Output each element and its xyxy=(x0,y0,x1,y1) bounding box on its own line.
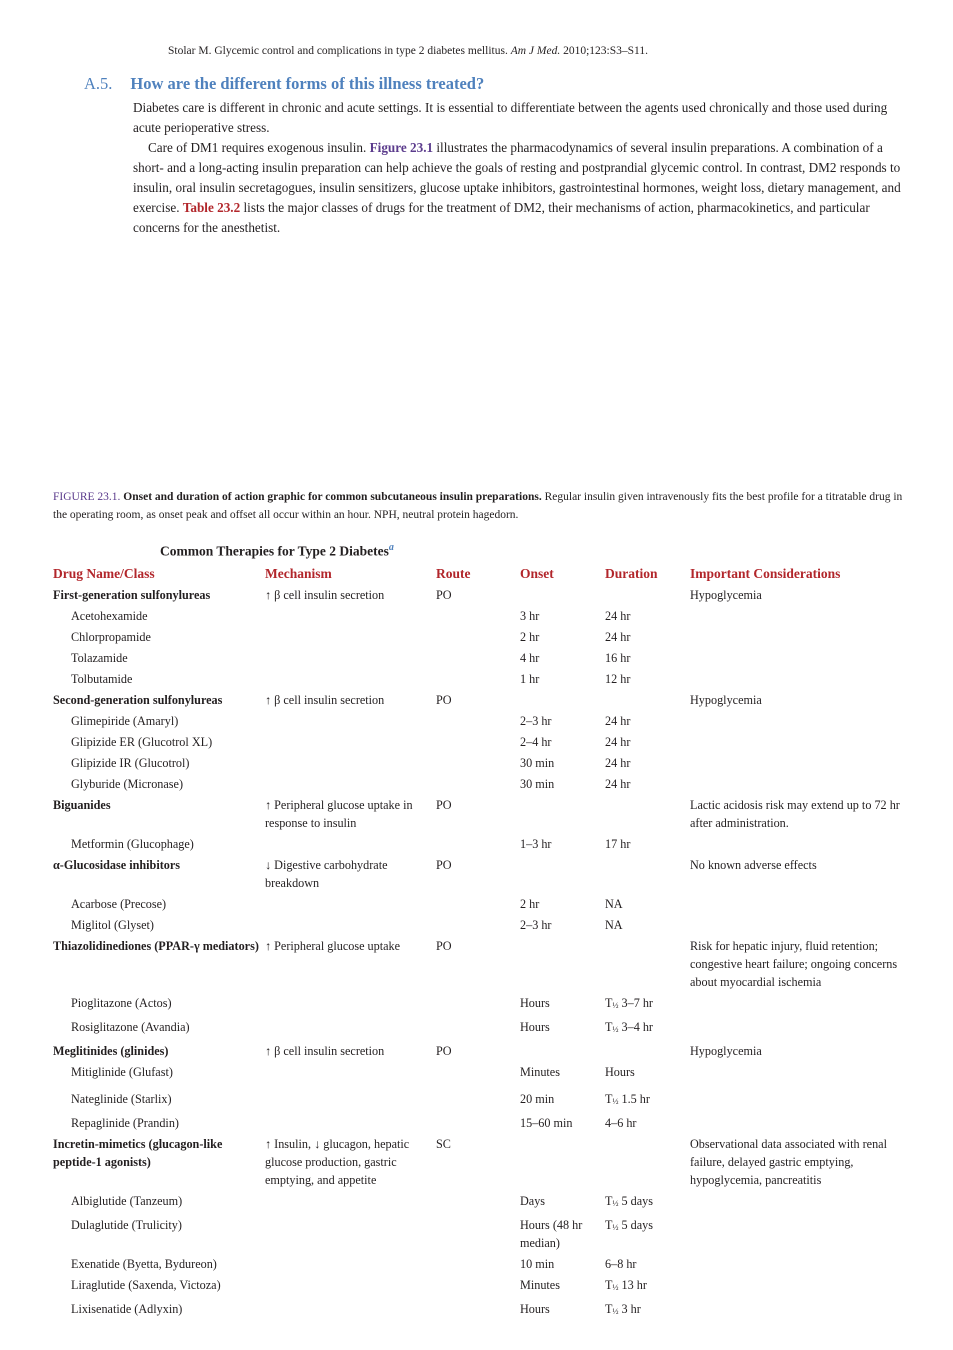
onset-cell: 20 min xyxy=(520,1092,555,1106)
drug-row xyxy=(53,669,903,690)
duration-cell: 24 hr xyxy=(605,714,631,728)
drug-row xyxy=(53,915,903,936)
onset-cell xyxy=(520,855,605,894)
duration-cell xyxy=(605,585,690,606)
considerations-cell xyxy=(690,1299,903,1323)
onset-cell: 1–3 hr xyxy=(520,837,552,851)
header-duration: Duration xyxy=(605,566,658,581)
figure-title: Onset and duration of action graphic for common subcutaneous insulin preparations. xyxy=(123,491,542,503)
drug-row xyxy=(53,774,903,795)
route-cell xyxy=(436,753,520,774)
duration-cell xyxy=(605,936,690,993)
drug-row xyxy=(53,648,903,669)
route-cell xyxy=(436,1275,520,1299)
drug-table xyxy=(53,563,903,1323)
route-cell xyxy=(436,1254,520,1275)
mechanism-cell xyxy=(265,1299,436,1323)
drug-name-cell: First-generation sulfonylureas xyxy=(53,588,211,602)
duration-cell: 6–8 hr xyxy=(605,1257,637,1271)
reference-text: Stolar M. Glycemic control and complications in type 2 diabetes mellitus. xyxy=(168,45,508,57)
duration-cell: T½ 1.5 hr xyxy=(605,1092,650,1106)
mechanism-cell xyxy=(265,1017,436,1041)
duration-cell: 24 hr xyxy=(605,777,631,791)
onset-cell: Hours xyxy=(520,996,550,1010)
duration-cell: NA xyxy=(605,918,623,932)
duration-cell: 24 hr xyxy=(605,609,631,623)
table-footnote-mark[interactable]: a xyxy=(388,542,394,553)
route-cell xyxy=(436,1299,520,1323)
onset-cell xyxy=(520,1134,605,1191)
onset-cell: 2–4 hr xyxy=(520,735,552,749)
drug-name-cell: Mitiglinide (Glufast) xyxy=(71,1065,173,1079)
mechanism-cell xyxy=(265,1215,436,1254)
considerations-cell xyxy=(690,1089,903,1113)
table-link[interactable]: Table 23.2 xyxy=(182,200,241,215)
considerations-cell xyxy=(690,993,903,1017)
body-text xyxy=(133,98,903,238)
drug-row xyxy=(53,1062,903,1089)
figure-label: FIGURE 23.1. xyxy=(53,491,121,503)
considerations-cell: Risk for hepatic injury, fluid retention; congestive heart failure; ongoing concerns about myocardial ischemia xyxy=(690,939,898,989)
header-route: Route xyxy=(436,566,471,581)
onset-cell: Days xyxy=(520,1194,546,1208)
figure-caption xyxy=(53,488,903,524)
duration-cell: T½ 3–4 hr xyxy=(605,1020,653,1034)
considerations-cell: Hypoglycemia xyxy=(690,693,762,707)
drug-name-cell: Albiglutide (Tanzeum) xyxy=(71,1194,183,1208)
duration-cell xyxy=(605,1041,690,1062)
drug-name-cell: Rosiglitazone (Avandia) xyxy=(71,1020,190,1034)
drug-name-cell: Miglitol (Glyset) xyxy=(71,918,154,932)
drug-name-cell: Meglitinides (glinides) xyxy=(53,1044,169,1058)
route-cell xyxy=(436,774,520,795)
considerations-cell xyxy=(690,606,903,627)
duration-cell: NA xyxy=(605,897,623,911)
drug-row xyxy=(53,753,903,774)
half-life-subscript: ½ xyxy=(612,1001,619,1010)
section-question: How are the different forms of this illness treated? xyxy=(130,74,485,93)
mechanism-cell: ↑ β cell insulin secretion xyxy=(265,1044,385,1058)
drug-row xyxy=(53,606,903,627)
duration-cell: T½ 3–7 hr xyxy=(605,996,653,1010)
mechanism-cell xyxy=(265,834,436,855)
route-cell: PO xyxy=(436,588,452,602)
mechanism-cell xyxy=(265,1254,436,1275)
drug-row xyxy=(53,711,903,732)
route-cell xyxy=(436,1089,520,1113)
route-cell: PO xyxy=(436,798,452,812)
considerations-cell xyxy=(690,1113,903,1134)
onset-cell: 4 hr xyxy=(520,651,540,665)
mechanism-cell xyxy=(265,1191,436,1215)
table-header-row xyxy=(53,563,903,585)
route-cell xyxy=(436,1191,520,1215)
route-cell xyxy=(436,711,520,732)
mechanism-cell: ↑ Peripheral glucose uptake xyxy=(265,939,401,953)
duration-cell xyxy=(605,855,690,894)
route-cell: PO xyxy=(436,693,452,707)
drug-name-cell: Repaglinide (Prandin) xyxy=(71,1116,179,1130)
duration-cell: 12 hr xyxy=(605,672,631,686)
considerations-cell xyxy=(690,627,903,648)
onset-cell: 3 hr xyxy=(520,609,540,623)
half-life-subscript: ½ xyxy=(612,1283,619,1292)
mechanism-cell xyxy=(265,774,436,795)
route-cell xyxy=(436,1215,520,1254)
duration-cell xyxy=(605,1134,690,1191)
drug-name-cell: Nateglinide (Starlix) xyxy=(71,1092,172,1106)
drug-name-cell: Metformin (Glucophage) xyxy=(71,837,194,851)
drug-name-cell: Second-generation sulfonylureas xyxy=(53,693,223,707)
considerations-cell: Hypoglycemia xyxy=(690,1044,762,1058)
onset-cell: 15–60 min xyxy=(520,1116,573,1130)
drug-row xyxy=(53,1254,903,1275)
route-cell xyxy=(436,993,520,1017)
mechanism-cell xyxy=(265,1089,436,1113)
considerations-cell: Observational data associated with renal failure, delayed gastric emptying, hypoglycemia, pancreatitis xyxy=(690,1137,887,1187)
mechanism-cell xyxy=(265,915,436,936)
onset-cell: 1 hr xyxy=(520,672,540,686)
reference-citation xyxy=(168,45,648,57)
drug-row xyxy=(53,627,903,648)
onset-cell: Hours xyxy=(520,1302,550,1316)
considerations-cell xyxy=(690,1215,903,1254)
considerations-cell xyxy=(690,711,903,732)
drug-row xyxy=(53,834,903,855)
duration-cell: 24 hr xyxy=(605,630,631,644)
considerations-cell xyxy=(690,894,903,915)
mechanism-cell xyxy=(265,711,436,732)
duration-cell: T½ 5 days xyxy=(605,1194,653,1208)
route-cell xyxy=(436,606,520,627)
duration-cell xyxy=(605,690,690,711)
duration-cell: 24 hr xyxy=(605,735,631,749)
considerations-cell xyxy=(690,774,903,795)
mechanism-cell: ↑ β cell insulin secretion xyxy=(265,588,385,602)
drug-row xyxy=(53,993,903,1017)
drug-row xyxy=(53,1299,903,1323)
drug-row xyxy=(53,1089,903,1113)
drug-class-row xyxy=(53,585,903,606)
drug-name-cell: Biguanides xyxy=(53,798,111,812)
onset-cell xyxy=(520,1041,605,1062)
onset-cell: 10 min xyxy=(520,1257,555,1271)
duration-cell: 4–6 hr xyxy=(605,1116,637,1130)
drug-name-cell: Dulaglutide (Trulicity) xyxy=(71,1218,182,1232)
considerations-cell xyxy=(690,1275,903,1299)
considerations-cell: No known adverse effects xyxy=(690,858,817,872)
mechanism-cell xyxy=(265,606,436,627)
header-considerations: Important Considerations xyxy=(690,566,841,581)
mechanism-cell xyxy=(265,1113,436,1134)
paragraph-2-part-1: Care of DM1 requires exogenous insulin. xyxy=(148,140,367,155)
route-cell xyxy=(436,669,520,690)
route-cell xyxy=(436,1113,520,1134)
mechanism-cell: ↑ Peripheral glucose uptake in response to insulin xyxy=(265,798,413,830)
onset-cell: Hours (48 hr median) xyxy=(520,1218,583,1250)
half-life-subscript: ½ xyxy=(612,1025,619,1034)
drug-name-cell: Acarbose (Precose) xyxy=(71,897,167,911)
considerations-cell: Lactic acidosis risk may extend up to 72 hr after administration. xyxy=(690,798,900,830)
duration-cell: Hours xyxy=(605,1065,635,1079)
route-cell xyxy=(436,1062,520,1089)
mechanism-cell xyxy=(265,627,436,648)
onset-cell: 2 hr xyxy=(520,630,540,644)
drug-name-cell: Exenatide (Byetta, Bydureon) xyxy=(71,1257,217,1271)
duration-cell xyxy=(605,795,690,834)
route-cell xyxy=(436,915,520,936)
onset-cell: 30 min xyxy=(520,756,555,770)
route-cell xyxy=(436,732,520,753)
onset-cell: 2–3 hr xyxy=(520,918,552,932)
duration-cell: 16 hr xyxy=(605,651,631,665)
drug-name-cell: Liraglutide (Saxenda, Victoza) xyxy=(71,1278,221,1292)
considerations-cell xyxy=(690,669,903,690)
onset-cell xyxy=(520,795,605,834)
mechanism-cell: ↑ β cell insulin secretion xyxy=(265,693,385,707)
drug-name-cell: Thiazolidinediones (PPAR-γ mediators) xyxy=(53,939,259,953)
drug-row xyxy=(53,1275,903,1299)
onset-cell xyxy=(520,585,605,606)
route-cell xyxy=(436,1017,520,1041)
header-onset: Onset xyxy=(520,566,554,581)
route-cell xyxy=(436,627,520,648)
drug-name-cell: Glipizide ER (Glucotrol XL) xyxy=(71,735,213,749)
considerations-cell xyxy=(690,1254,903,1275)
half-life-subscript: ½ xyxy=(612,1223,619,1232)
drug-class-row xyxy=(53,1041,903,1062)
considerations-cell xyxy=(690,1062,903,1089)
drug-class-row xyxy=(53,795,903,834)
drug-name-cell: Glipizide IR (Glucotrol) xyxy=(71,756,190,770)
reference-volume: 2010;123:S3–S11. xyxy=(563,45,648,57)
drug-name-cell: Glyburide (Micronase) xyxy=(71,777,184,791)
drug-name-cell: Glimepiride (Amaryl) xyxy=(71,714,179,728)
considerations-cell: Hypoglycemia xyxy=(690,588,762,602)
considerations-cell xyxy=(690,1191,903,1215)
drug-row xyxy=(53,732,903,753)
mechanism-cell xyxy=(265,648,436,669)
header-drug-name: Drug Name/Class xyxy=(53,566,155,581)
route-cell xyxy=(436,894,520,915)
paragraph-2 xyxy=(133,138,903,238)
considerations-cell xyxy=(690,1017,903,1041)
drug-row xyxy=(53,1017,903,1041)
route-cell: SC xyxy=(436,1137,451,1151)
header-mechanism: Mechanism xyxy=(265,566,332,581)
mechanism-cell: ↓ Digestive carbohydrate breakdown xyxy=(265,858,388,890)
route-cell: PO xyxy=(436,1044,452,1058)
mechanism-cell xyxy=(265,993,436,1017)
paragraph-2-part-3: lists the major classes of drugs for the treatment of DM2, their mechanisms of action, pharmacokinetics, and particular concerns for the anesthetist. xyxy=(133,200,870,235)
onset-cell xyxy=(520,690,605,711)
considerations-cell xyxy=(690,753,903,774)
mechanism-cell xyxy=(265,669,436,690)
considerations-cell xyxy=(690,915,903,936)
route-cell xyxy=(436,648,520,669)
mechanism-cell xyxy=(265,753,436,774)
half-life-subscript: ½ xyxy=(612,1097,619,1106)
duration-cell: T½ 5 days xyxy=(605,1218,653,1232)
onset-cell: 2 hr xyxy=(520,897,540,911)
half-life-subscript: ½ xyxy=(612,1199,619,1208)
figure-caption-text: Regular insulin given intravenously fits the best profile for a titratable drug in the operating room, as onset peak and offset all occur within an hour. NPH, neutral protein hagedorn. xyxy=(53,491,903,521)
paragraph-1: Diabetes care is different in chronic and acute settings. It is essential to differentiate between the agents used chronically and those used during acute perioperative stress. xyxy=(133,100,888,135)
mechanism-cell xyxy=(265,1062,436,1089)
onset-cell: Hours xyxy=(520,1020,550,1034)
route-cell xyxy=(436,834,520,855)
drug-class-row xyxy=(53,855,903,894)
table-title xyxy=(160,542,394,560)
drug-name-cell: Tolbutamide xyxy=(71,672,133,686)
drug-name-cell: Pioglitazone (Actos) xyxy=(71,996,172,1010)
onset-cell xyxy=(520,936,605,993)
mechanism-cell xyxy=(265,1275,436,1299)
considerations-cell xyxy=(690,834,903,855)
drug-class-row xyxy=(53,690,903,711)
figure-link[interactable]: Figure 23.1 xyxy=(369,140,434,155)
half-life-subscript: ½ xyxy=(612,1307,619,1316)
mechanism-cell xyxy=(265,732,436,753)
mechanism-cell: ↑ Insulin, ↓ glucagon, hepatic glucose production, gastric emptying, and appetite xyxy=(265,1137,410,1187)
onset-cell: Minutes xyxy=(520,1065,560,1079)
considerations-cell xyxy=(690,648,903,669)
reference-journal: Am J Med. xyxy=(510,45,561,57)
drug-name-cell: Acetohexamide xyxy=(71,609,148,623)
drug-row xyxy=(53,1113,903,1134)
drug-name-cell: α-Glucosidase inhibitors xyxy=(53,858,181,872)
duration-cell: T½ 3 hr xyxy=(605,1302,641,1316)
onset-cell: 30 min xyxy=(520,777,555,791)
onset-cell: 2–3 hr xyxy=(520,714,552,728)
duration-cell: T½ 13 hr xyxy=(605,1278,647,1292)
drug-name-cell: Tolazamide xyxy=(71,651,128,665)
drug-row xyxy=(53,894,903,915)
route-cell: PO xyxy=(436,858,452,872)
section-number: A.5. xyxy=(84,74,113,93)
considerations-cell xyxy=(690,732,903,753)
onset-cell: Minutes xyxy=(520,1278,560,1292)
table-body xyxy=(53,585,903,1323)
drug-name-cell: Incretin-mimetics (glucagon-like peptide-1 agonists) xyxy=(53,1137,223,1169)
duration-cell: 24 hr xyxy=(605,756,631,770)
paragraph-2-part-2: illustrates the pharmacodynamics of several insulin preparations. A combination of a short- and a long-acting insulin preparation can help achieve the goals of resting and postprandial glycemic control. In contrast, DM2 responds to insulin, oral insulin secretagogues, insulin sensitizers, glucose uptake inhibitors, gastrointestinal hormones, weight loss, dietary management, and exercise. xyxy=(133,140,901,215)
mechanism-cell xyxy=(265,894,436,915)
table-title-text: Common Therapies for Type 2 Diabetes xyxy=(160,543,389,559)
drug-name-cell: Lixisenatide (Adlyxin) xyxy=(71,1302,183,1316)
duration-cell: 17 hr xyxy=(605,837,631,851)
route-cell: PO xyxy=(436,939,452,953)
drug-row xyxy=(53,1215,903,1254)
drug-class-row xyxy=(53,1134,903,1191)
drug-name-cell: Chlorpropamide xyxy=(71,630,151,644)
drug-row xyxy=(53,1191,903,1215)
drug-class-row xyxy=(53,936,903,993)
section-heading xyxy=(84,74,484,94)
